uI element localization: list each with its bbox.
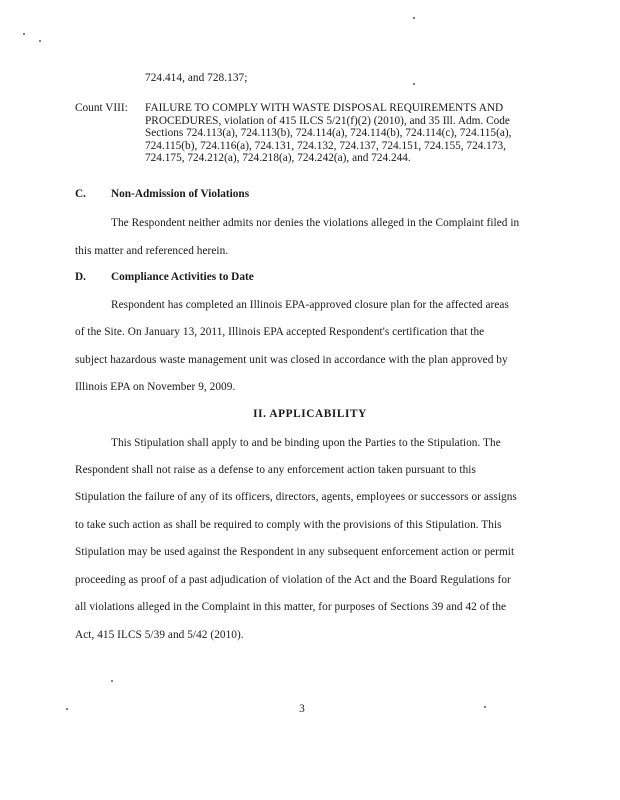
paragraph-line: Stipulation may be used against the Respondent in any subsequent enforcement action or permit — [75, 546, 515, 558]
paragraph-line: Respondent has completed an Illinois EPA-approved closure plan for the affected areas — [111, 299, 509, 311]
section-c-title: Non-Admission of Violations — [111, 188, 250, 200]
paragraph-line: subject hazardous waste management unit was closed in accordance with the plan approved by — [75, 354, 508, 366]
scan-speck — [413, 17, 415, 19]
section-d-letter: D. — [75, 271, 86, 283]
section-ii-heading: II. APPLICABILITY — [253, 408, 367, 420]
paragraph-line: The Respondent neither admits nor denies the violations alleged in the Complaint filed in — [111, 217, 520, 229]
scan-speck — [413, 83, 415, 85]
scan-speck — [39, 40, 41, 42]
count-viii-line: FAILURE TO COMPLY WITH WASTE DISPOSAL REQUIREMENTS AND — [145, 102, 504, 114]
section-d-title: Compliance Activities to Date — [111, 271, 254, 283]
count-viii-line: 724.115(b), 724.116(a), 724.131, 724.132, 724.137, 724.151, 724.155, 724.173, — [145, 139, 506, 152]
paragraph-line: Act, 415 ILCS 5/39 and 5/42 (2010). — [75, 629, 244, 641]
paragraph-line: Respondent shall not raise as a defense to any enforcement action taken pursuant to this — [75, 464, 476, 476]
paragraph-line: This Stipulation shall apply to and be binding upon the Parties to the Stipulation. The — [111, 437, 501, 449]
count-viii-text — [145, 102, 540, 165]
paragraph-line: Illinois EPA on November 9, 2009. — [75, 381, 236, 393]
count-viii-line: Sections 724.113(a), 724.113(b), 724.114(a), 724.114(b), 724.114(c), 724.115(a), — [145, 127, 512, 140]
paragraph-line: proceeding as proof of a past adjudication of violation of the Act and the Board Regulations for — [75, 574, 511, 586]
page-number: 3 — [299, 703, 305, 715]
paragraph-line: to take such action as shall be required to comply with the provisions of this Stipulation. This — [75, 519, 502, 531]
section-c-letter: C. — [75, 188, 86, 200]
count-viii-line: 724.175, 724.212(a), 724.218(a), 724.242(a), and 724.244. — [145, 152, 411, 165]
scan-speck — [23, 33, 25, 35]
scan-speck — [111, 680, 113, 682]
count-viii-label: Count VIII: — [75, 102, 128, 114]
continuation-line: 724.414, and 728.137; — [145, 72, 248, 84]
paragraph-line: Stipulation the failure of any of its officers, directors, agents, employees or successors or assigns — [75, 491, 517, 503]
paragraph-line: all violations alleged in the Complaint in this matter, for purposes of Sections 39 and 42 of the — [75, 601, 507, 613]
paragraph-line: this matter and referenced herein. — [75, 245, 229, 257]
count-viii-line: PROCEDURES, violation of 415 ILCS 5/21(f)(2) (2010), and 35 Ill. Adm. Code — [145, 114, 510, 127]
paragraph-line: of the Site. On January 13, 2011, Illinois EPA accepted Respondent's certification that the — [75, 326, 485, 338]
